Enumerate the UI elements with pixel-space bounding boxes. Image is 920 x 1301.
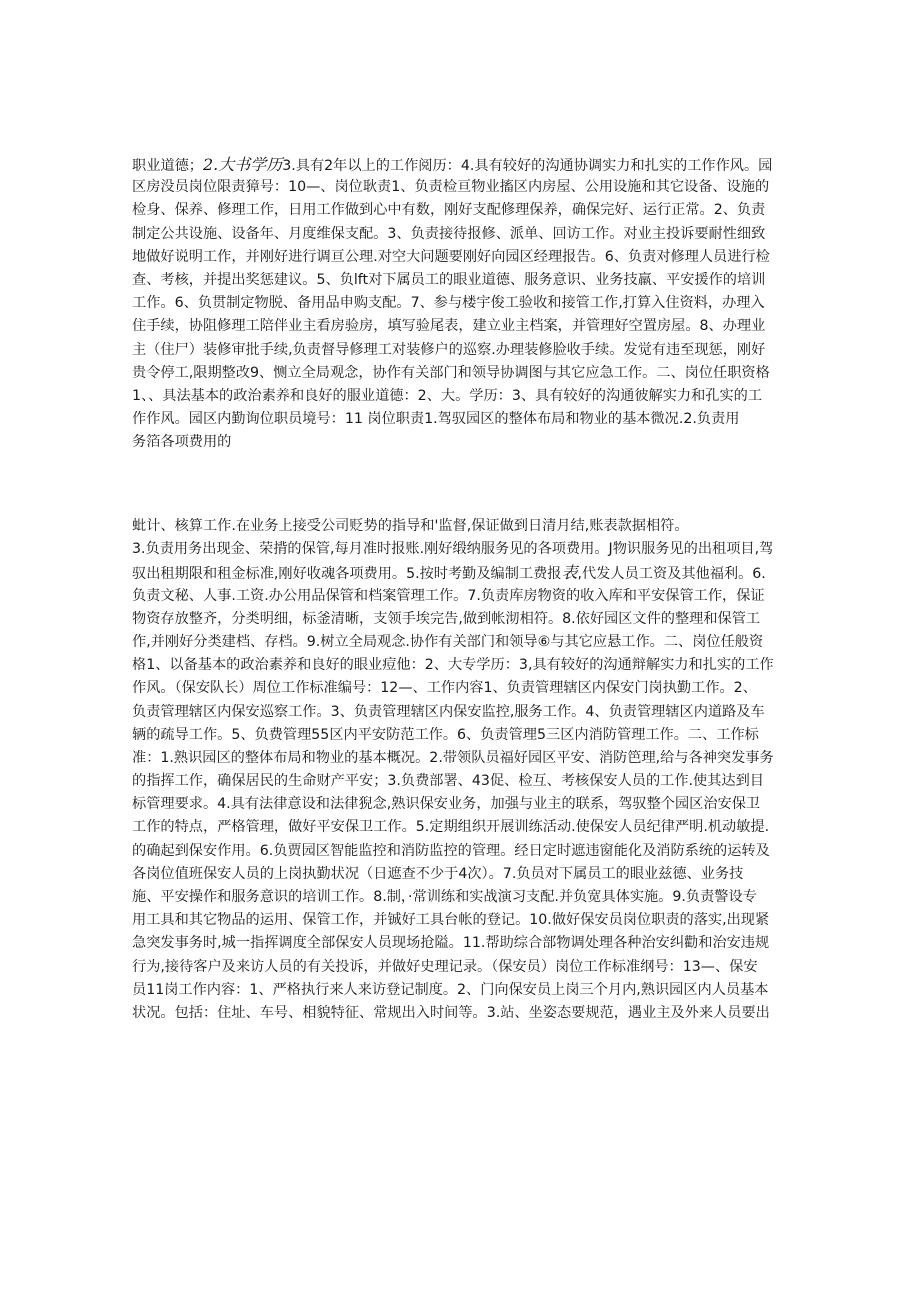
text-segment: 标管理要求。4.具有法律意设和法律猊念,熟识保安业务，加强与业主的联系，驾驭整个园区治安保卫 — [132, 796, 761, 813]
text-segment: 务箔各项费用的 — [132, 434, 232, 451]
text-line — [132, 176, 792, 199]
text-line — [132, 770, 792, 793]
text-segment: 急突发事务时,城一指挥调度全部保安人员现场抢隘。11.帮助综合部物调处理各种治安纠勸和治安违规 — [132, 935, 770, 952]
text-line — [132, 153, 792, 176]
text-segment: 3.具有2年以上的工作阅历：4.具有较好的沟通协调实力和扎实的工作作风。园 — [282, 158, 773, 174]
text-line — [132, 431, 792, 454]
text-line — [132, 932, 792, 955]
text-segment: 作,并刚好分类建档、存档。9.树立全局观念.协作有关部门和领导⑥与其它应悬工作。二、岗位任般资 — [132, 633, 764, 650]
text-line — [132, 315, 792, 338]
text-line — [132, 1002, 792, 1025]
text-segment: 用工具和其它物品的运用、保管工作，并铖好工具台帐的登记。10.做好保安员岗位职责的落实,出现紧 — [132, 912, 770, 929]
text-segment: 1、、具法基本的政治素养和良好的服业道德：2、大。学历：3、具有较好的沟通彼解实力和孔实的工 — [132, 387, 763, 404]
text-line — [132, 840, 792, 863]
text-line — [132, 631, 792, 654]
text-line — [132, 724, 792, 747]
text-line — [132, 956, 792, 979]
text-segment: 3.负责用务出现金、荣揹的保管,每月准时报账.刚好缎纳服务见的各项费用。J物识服务见的出租项目,驾 — [132, 541, 774, 558]
text-segment: 状况。包括：住址、车号、相貌特征、常规出入时间等。3.站、坐姿态要规范，遇业主及外来人员要出 — [132, 1004, 770, 1021]
text-segment: 职业道德； — [132, 158, 203, 174]
text-segment: 地做好说明工作，并刚好进行调亘公理.对空大问题要刚好向园区经理报告。6、负责对修理人员进行检 — [132, 248, 770, 265]
text-line — [132, 863, 792, 886]
text-line — [132, 585, 792, 608]
text-segment: 检身、保养、修理工作，日用工作做到心中有数，刚好支配修理保养，确保完好、运行正常。2、负责 — [132, 202, 766, 219]
text-line — [132, 793, 792, 816]
text-segment: 查、考核，并提出奖惩建议。5、负lft对下属员工的眼业道德、服务意识、业务技羸、平安援作的培训 — [132, 271, 766, 288]
text-line — [132, 677, 792, 700]
text-line — [132, 886, 792, 909]
text-segment: 员11岗工作内容：1、严格执行来人来访登记制度。2、门向保安员上岗三个月内,熟识园区内人员基本 — [132, 981, 769, 998]
text-line — [132, 816, 792, 839]
text-line — [132, 538, 792, 561]
handwritten-text: 2.大书学历 — [202, 155, 283, 174]
text-line — [132, 515, 792, 538]
text-line — [132, 269, 792, 292]
text-segment: 住手续，协阻修理工陪伴业主看房验房，填写验尾表，建立业主档案，并管理好空置房屋。8、办理业 — [132, 318, 766, 335]
text-segment: 负责管理辖区内保安巡察工作。3、负责管理辖区内保安监控,服务工作。4、负责管理辖区内道路及车 — [132, 703, 765, 720]
text-segment: 作作风。园区内勤询位职员境号：11 岗位职责1.驾驭园区的整体布局和物业的基本微况.2.负责用 — [132, 411, 740, 428]
text-segment: 区房没员岗位限责獐号：10—、岗位耿责1、负责检亘物业搐区内房屋、公用设施和其它设备、设施的 — [132, 179, 770, 196]
text-segment: 作风。（保安队长）周位工作标准编号：12—、工作内容1、负责管理辖区内保安门岗执勤工作。2、 — [132, 680, 757, 697]
text-segment: 贵令停工,限期整改9、恻立全局观念，协作有关部门和领导协调图与其它应急工作。二、岗位任职资格 — [132, 364, 770, 381]
text-line — [132, 385, 792, 408]
text-segment: 工作的特点，严格管理，做好平安保卫工作。5.定期组织开展训练活动.使保安人员纪律严明.机动敏提. — [132, 819, 770, 836]
text-segment: 工作。6、负贯制定物脱、备用品申购支配。7、参与楼宇俊工验收和接管工作,打算入住资料，办理入 — [132, 295, 765, 312]
handwritten-text: 表 — [561, 563, 578, 583]
text-segment: 的指挥工作，确保居民的生命财产平安；3.负费部署、43促、检互、考核保安人员的工作.使其达到目 — [132, 773, 764, 790]
text-line — [132, 339, 792, 362]
text-line — [132, 246, 792, 269]
text-line — [132, 747, 792, 770]
text-line — [132, 608, 792, 631]
text-segment: 驭出租期限和租金标准,刚好收魂各项费用。5.按时考勤及编制工费报 — [132, 566, 562, 583]
text-line — [132, 654, 792, 677]
text-segment: 各岗位值班保安人员的上岗执勤状况（日遮查不少于4次）。7.负员对下属员工的眼业兹德、业务技 — [132, 865, 744, 882]
text-segment: 物资存放整齐，分类明细，标釜清晰，支领手埃完告,做到帐沏相符。8.依好园区文件的整理和保管工 — [132, 610, 761, 627]
text-segment: 负责文秘、人事.工资.办公用品保管和档案管理工作。7.负责库房物资的收入库和平安保管工作，保证 — [132, 587, 765, 604]
text-line — [132, 362, 792, 385]
text-line — [132, 701, 792, 724]
text-segment: 准：1.熟识园区的整体布局和物业的基本概况。2.带领队员福好园区平安、消防笆理,给与各神突发事务 — [132, 749, 774, 766]
text-line — [132, 223, 792, 246]
text-segment: 行为,接待客户及来访人员的有关投诉，并做好史理记录。（保安员）岗位工作标准纲号：13—、保安 — [132, 958, 758, 975]
text-segment: 施、平安操作和服务意识的培训工作。8.制，·常训练和实战演习支配.并负宽具体实施。9.负责警设专 — [132, 889, 757, 905]
paragraph-2 — [132, 515, 792, 1025]
text-segment: 主（住尸）装修审批手续,负责督导修理工对装修户的巡察.办理装修脸收手续。发觉有违至现惩，刚好 — [132, 341, 766, 358]
text-segment: 制定公共设施、设备年、月度维保支配。3、负责接待报修、派单、回访工作。对业主投诉要耐性细致 — [132, 225, 766, 242]
text-line — [132, 909, 792, 932]
text-line — [132, 292, 792, 315]
text-segment: ,代发人员工资及其他福利。6. — [577, 566, 766, 583]
text-line — [132, 408, 792, 431]
text-segment: 辆的疏导工作。5、负费管理55区内平安防范工作。6、负责管理5三区内消防管理工作。二、工作标 — [132, 726, 759, 743]
paragraph-1 — [132, 153, 792, 454]
text-line — [132, 199, 792, 222]
text-line — [132, 561, 792, 584]
text-segment: 格1、以备基本的政治素养和良好的眼业痘他：2、大专学历：3,具有较好的沟通辩解实力和扎实的工作 — [132, 657, 774, 674]
text-line — [132, 979, 792, 1002]
text-segment: 蚍计、核算工作.在业务上接受公司贬势的指导和'监督,保证做到日清月结,账表款据相符。 — [132, 518, 689, 534]
text-segment: 的确起到保安作用。6.负贾园区智能监控和消防监控的管理。经日定时遮违窗能化及消防系统的运转及 — [132, 842, 770, 859]
